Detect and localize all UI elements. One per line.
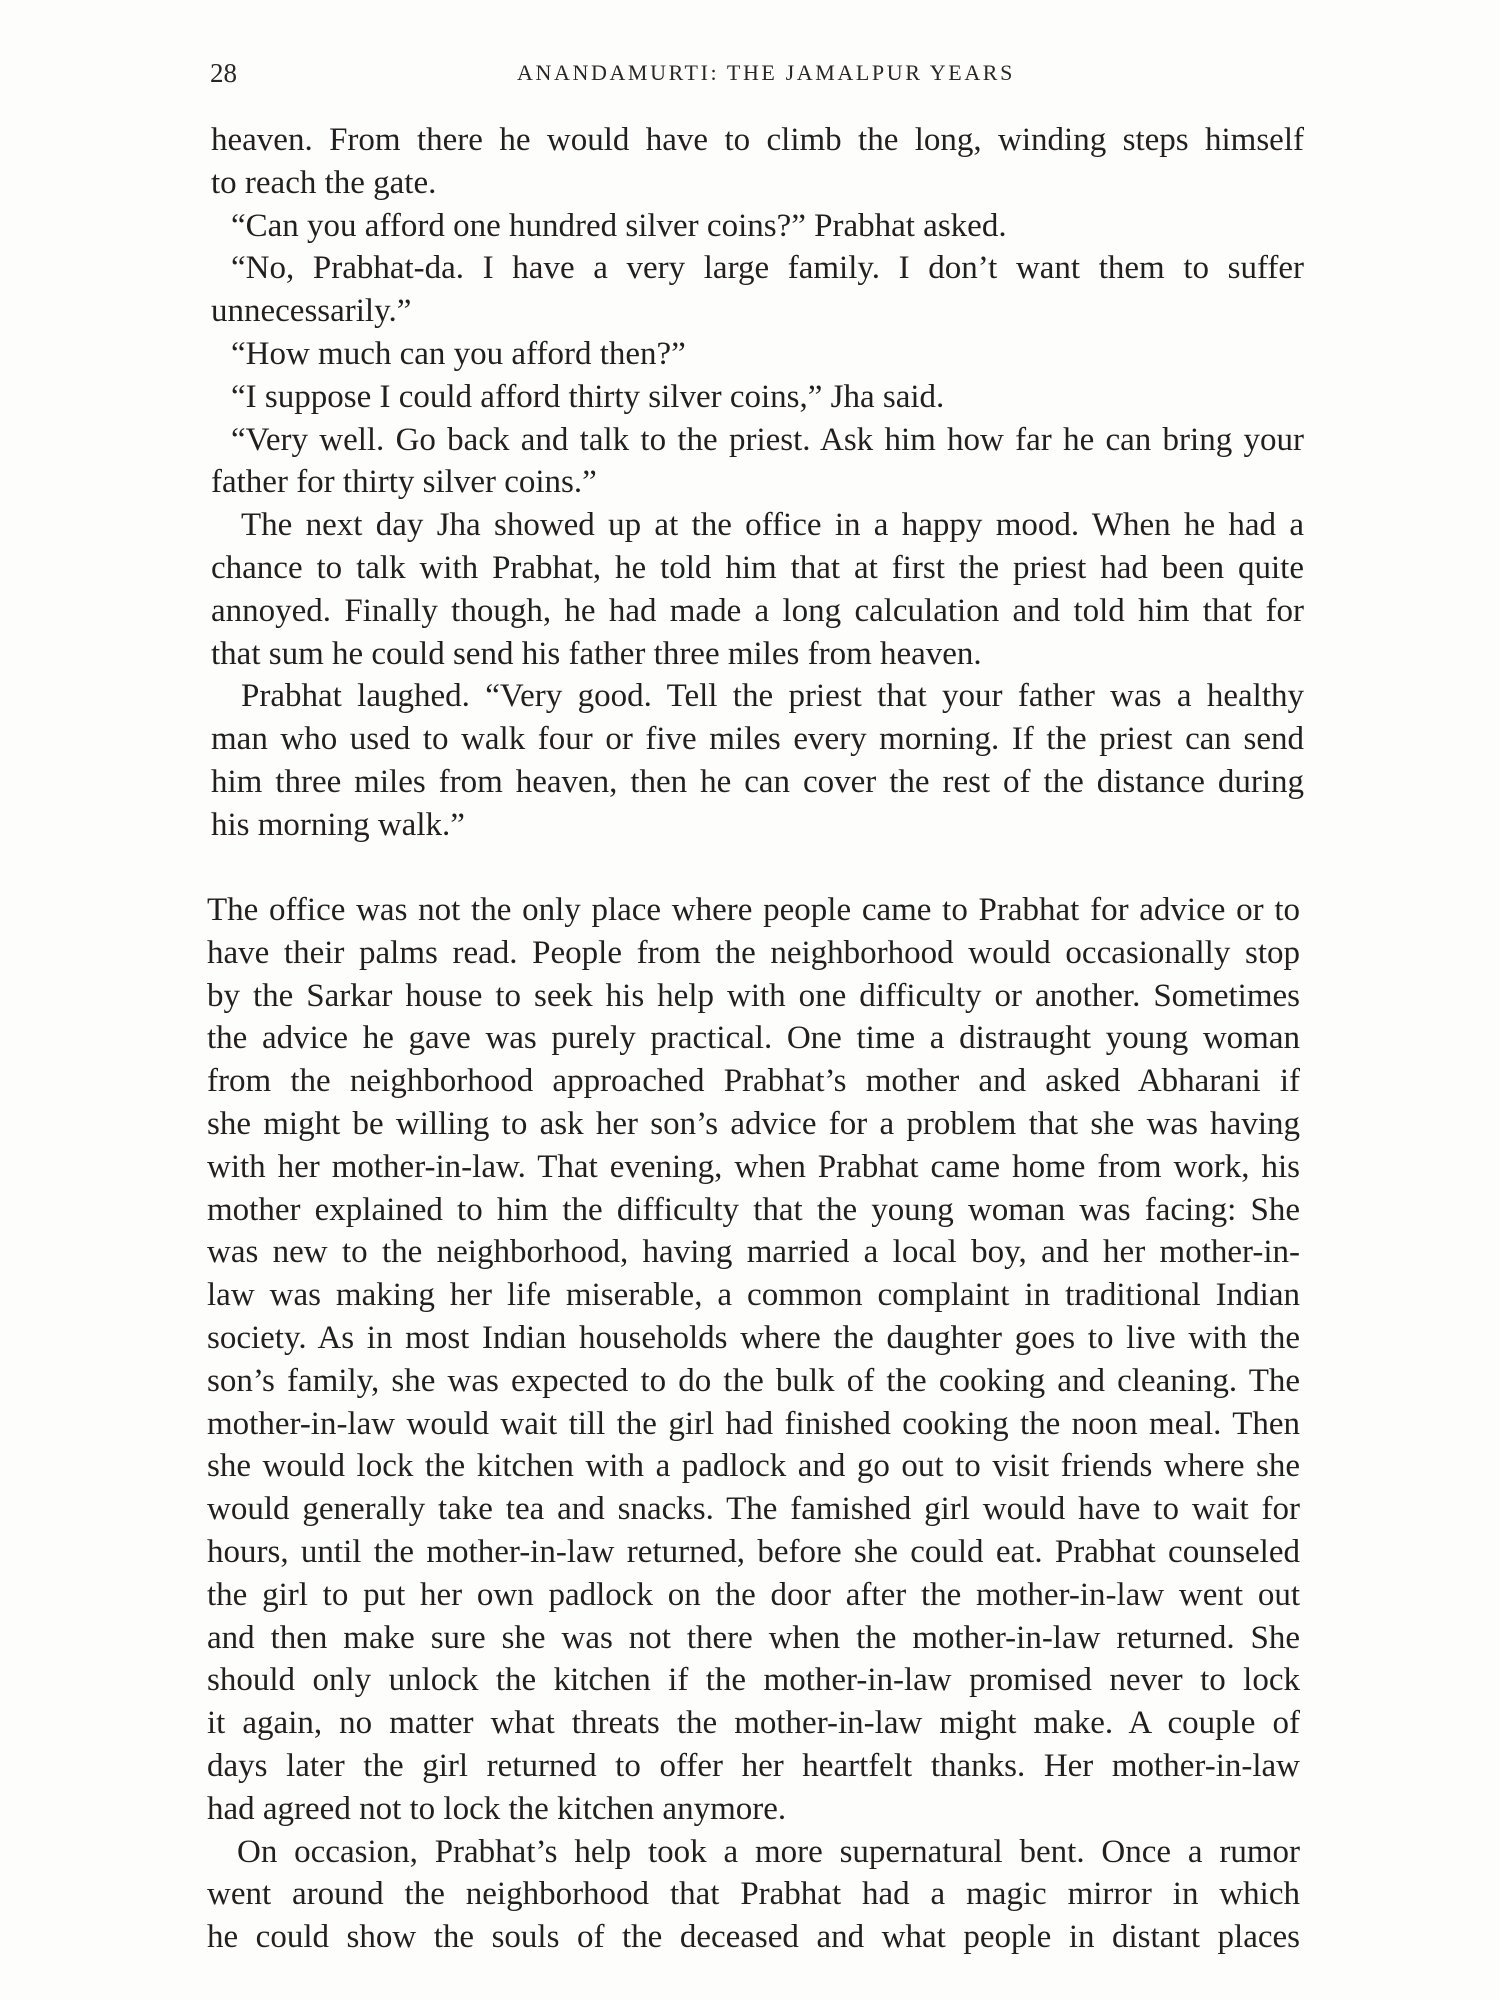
text-line: would generally take tea and snacks. The famished girl would have to wait for [207, 1491, 1300, 1528]
text-line: he could show the souls of the deceased and what people in distant places [207, 1919, 1300, 1956]
text-line: son’s family, she was expected to do the bulk of the cooking and cleaning. The [207, 1362, 1300, 1399]
text-line: by the Sarkar house to seek his help with one difficulty or another. Sometimes [207, 977, 1300, 1014]
text-line: the girl to put her own padlock on the door after the mother-in-law went out [207, 1576, 1300, 1613]
text-line: Prabhat laughed. “Very good. Tell the priest that your father was a healthy [241, 678, 1304, 715]
text-line: should only unlock the kitchen if the mother-in-law promised never to lock [207, 1662, 1300, 1699]
text-line: the advice he gave was purely practical. One time a distraught young woman [207, 1020, 1300, 1057]
text-line: mother explained to him the difficulty that the young woman was facing: She [207, 1191, 1300, 1228]
running-head: ANANDAMURTI: THE JAMALPUR YEARS [517, 60, 1015, 85]
text-line: had agreed not to lock the kitchen anymore. [207, 1790, 787, 1827]
text-line: that sum he could send his father three miles from heaven. [211, 635, 982, 672]
paragraph [211, 376, 1304, 419]
text-line: she would lock the kitchen with a padlock and go out to visit friends where she [207, 1448, 1300, 1485]
paragraph [207, 1831, 1300, 1959]
paragraph [207, 889, 1300, 1831]
text-line: “I suppose I could afford thirty silver coins,” Jha said. [231, 378, 945, 415]
paragraph [211, 205, 1304, 248]
text-line: his morning walk.” [211, 806, 465, 843]
text-line: “Very well. Go back and talk to the priest. Ask him how far he can bring your [231, 421, 1304, 458]
text-section-1 [211, 119, 1304, 847]
page-number: 28 [210, 58, 237, 88]
text-line: annoyed. Finally though, he had made a long calculation and told him that for [211, 592, 1304, 629]
paragraph [211, 247, 1304, 333]
text-line: mother-in-law would wait till the girl had finished cooking the noon meal. Then [207, 1405, 1300, 1442]
text-line: “No, Prabhat-da. I have a very large family. I don’t want them to suffer [231, 250, 1304, 287]
text-line: from the neighborhood approached Prabhat’s mother and asked Abharani if [207, 1063, 1300, 1100]
text-line: and then make sure she was not there when the mother-in-law returned. She [207, 1619, 1300, 1656]
text-line: days later the girl returned to offer her heartfelt thanks. Her mother-in-law [207, 1747, 1300, 1784]
text-line: hours, until the mother-in-law returned, before she could eat. Prabhat counseled [207, 1533, 1300, 1570]
text-line: father for thirty silver coins.” [211, 464, 597, 501]
text-line: to reach the gate. [211, 164, 437, 201]
text-line: unnecessarily.” [211, 293, 412, 330]
paragraph [211, 333, 1304, 376]
text-line: was new to the neighborhood, having married a local boy, and her mother-in- [207, 1234, 1300, 1271]
paragraph [211, 675, 1304, 846]
paragraph [211, 419, 1304, 505]
text-line: “How much can you afford then?” [231, 335, 686, 372]
paragraph [211, 504, 1304, 675]
text-line: have their palms read. People from the neighborhood would occasionally stop [207, 934, 1300, 971]
text-line: she might be willing to ask her son’s advice for a problem that she was having [207, 1105, 1300, 1142]
text-line: him three miles from heaven, then he can cover the rest of the distance during [211, 763, 1304, 800]
text-line: went around the neighborhood that Prabhat had a magic mirror in which [207, 1876, 1300, 1913]
text-line: On occasion, Prabhat’s help took a more supernatural bent. Once a rumor [237, 1833, 1300, 1870]
text-line: law was making her life miserable, a common complaint in traditional Indian [207, 1277, 1300, 1314]
text-line: with her mother-in-law. That evening, when Prabhat came home from work, his [207, 1148, 1300, 1185]
text-line: chance to talk with Prabhat, he told him that at first the priest had been quite [211, 549, 1304, 586]
paragraph [211, 119, 1304, 205]
text-line: it again, no matter what threats the mother-in-law might make. A couple of [207, 1705, 1300, 1742]
text-line: “Can you afford one hundred silver coins?” Prabhat asked. [231, 207, 1007, 244]
text-line: man who used to walk four or five miles every morning. If the priest can send [211, 721, 1304, 758]
text-line: heaven. From there he would have to climb the long, winding steps himself [211, 122, 1304, 158]
text-section-2 [207, 889, 1300, 1959]
text-line: society. As in most Indian households where the daughter goes to live with the [207, 1319, 1300, 1356]
text-line: The next day Jha showed up at the office in a happy mood. When he had a [241, 507, 1304, 544]
text-line: The office was not the only place where people came to Prabhat for advice or to [207, 892, 1300, 928]
